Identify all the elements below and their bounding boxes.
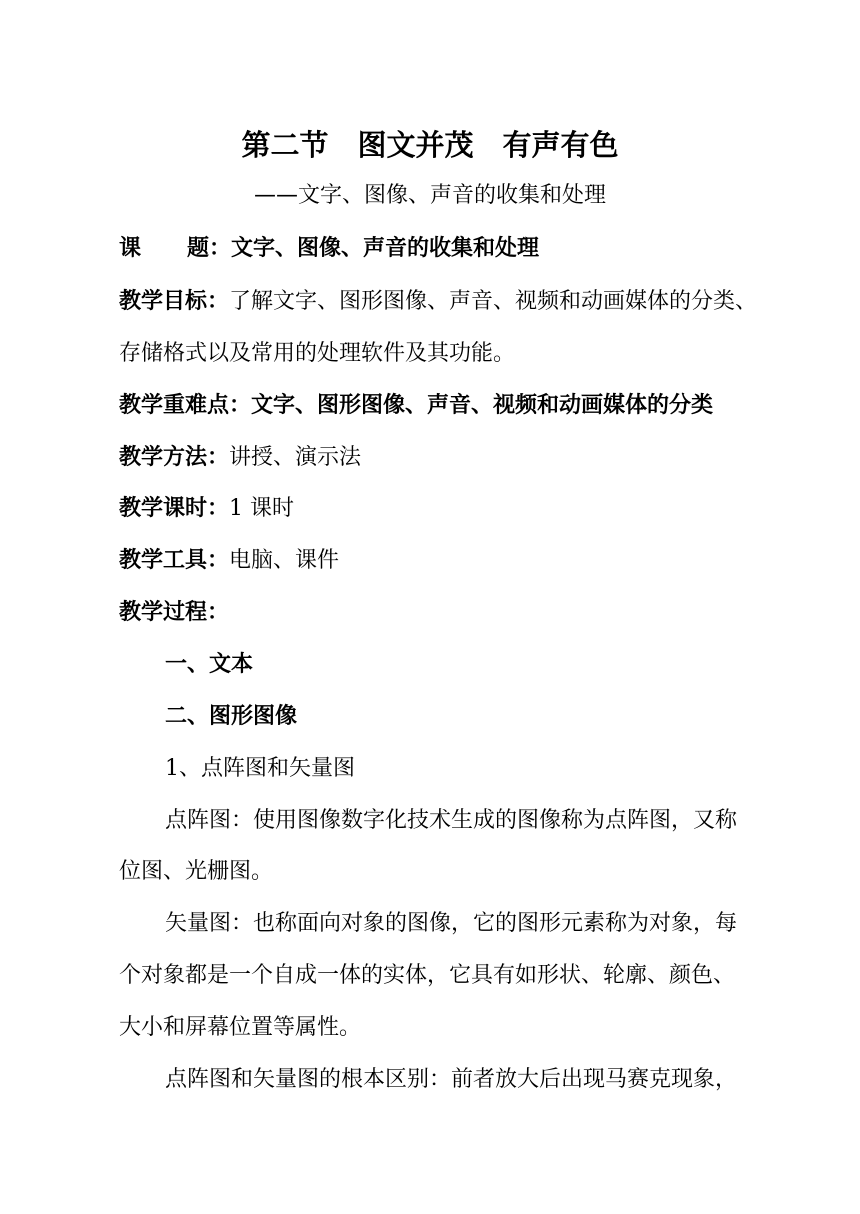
key-value: 文字、图形图像、声音、视频和动画媒体的分类: [251, 393, 714, 418]
goal-text-line2: 存储格式以及常用的处理软件及其功能。: [119, 341, 516, 366]
topic-label-1: 课: [119, 236, 142, 261]
section-heading-text: 一、文本: [165, 652, 254, 677]
hours-label: 教学课时：: [119, 496, 230, 521]
tools-row: [0, 546, 860, 576]
key-label: 教学重难点：: [119, 393, 252, 418]
paragraph-bitmap-line2: 位图、光栅图。: [119, 859, 274, 884]
method-value: 讲授、演示法: [229, 445, 362, 470]
topic-row: [0, 234, 860, 264]
paragraph-vector-line1: 矢量图：也称面向对象的图像，它的图形元素称为对象，每: [165, 911, 738, 936]
section-heading-image: 二、图形图像: [165, 704, 298, 729]
method-label: 教学方法：: [119, 445, 230, 470]
key-row: [0, 391, 860, 421]
page-subtitle: ——文字、图像、声音的收集和处理: [253, 183, 606, 208]
subsection-heading: 1、点阵图和矢量图: [165, 756, 355, 781]
method-row: [0, 443, 860, 473]
hours-value: 1 课时: [229, 496, 295, 521]
topic-label-2: 题：: [187, 236, 232, 261]
goal-text-line1: 了解文字、图形图像、声音、视频和动画媒体的分类、: [229, 289, 758, 314]
hours-row: [0, 494, 860, 524]
paragraph-difference-line1: 点阵图和矢量图的根本区别：前者放大后出现马赛克现象，: [165, 1067, 738, 1092]
goal-row: [0, 287, 860, 317]
paragraph-bitmap-line1: 点阵图：使用图像数字化技术生成的图像称为点阵图，又称: [165, 808, 738, 833]
tools-label: 教学工具：: [119, 548, 230, 573]
paragraph-vector-line3: 大小和屏幕位置等属性。: [119, 1015, 362, 1040]
goal-label: 教学目标：: [119, 289, 230, 314]
process-label: 教学过程：: [119, 600, 230, 625]
topic-value: 文字、图像、声音的收集和处理: [231, 236, 540, 261]
page-title: 第二节 图文并茂 有声有色: [241, 128, 619, 162]
tools-value: 电脑、课件: [229, 548, 340, 573]
paragraph-vector-line2: 个对象都是一个自成一体的实体，它具有如形状、轮廓、颜色、: [119, 963, 736, 988]
